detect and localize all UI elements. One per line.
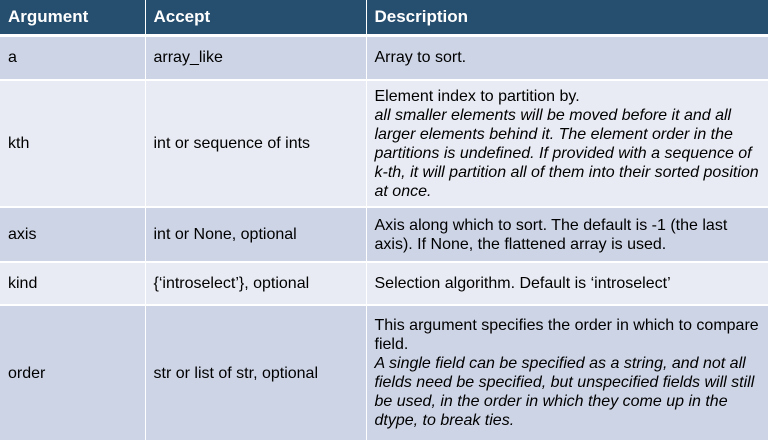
accept-cell: str or list of str, optional <box>145 305 366 441</box>
accept-cell: array_like <box>145 35 366 80</box>
description-text: Array to sort. <box>374 49 467 67</box>
description-cell <box>366 80 768 207</box>
table-body <box>0 35 768 441</box>
description-cell <box>366 35 768 80</box>
description-cell <box>366 305 768 441</box>
table-header <box>0 0 768 35</box>
header-row <box>0 0 768 35</box>
accept-cell: int or sequence of ints <box>145 80 366 207</box>
table-row <box>0 262 768 305</box>
description-text: Selection algorithm. Default is ‘introselect’ <box>374 275 671 292</box>
argument-cell: order <box>0 305 145 441</box>
table-row <box>0 207 768 262</box>
description-text: This argument specifies the order in which to compare field. <box>374 317 759 353</box>
header-argument: Argument <box>0 0 145 35</box>
header-description: Description <box>366 0 768 35</box>
table-row <box>0 305 768 441</box>
accept-cell: int or None, optional <box>145 207 366 262</box>
argument-cell: kth <box>0 80 145 207</box>
table-row <box>0 35 768 80</box>
description-text: Element index to partition by. <box>374 87 580 105</box>
description-text: Axis along which to sort. The default is -1 (the last axis). If None, the flattened array is used. <box>374 216 728 253</box>
header-accept: Accept <box>145 0 366 35</box>
table-row <box>0 80 768 207</box>
argument-cell: a <box>0 35 145 80</box>
argument-cell: kind <box>0 262 145 305</box>
argument-cell: axis <box>0 207 145 262</box>
description-note: all smaller elements will be moved before it and all larger elements behind it. The element order in the partitions is undefined. If provided with a sequence of k-th, it will partition all of them into their sorted position at once. <box>374 106 759 200</box>
description-cell <box>366 262 768 305</box>
accept-cell: {‘introselect’}, optional <box>145 262 366 305</box>
description-cell <box>366 207 768 262</box>
description-note: A single field can be specified as a string, and not all fields need be specified, but unspecified fields will still be used, in the order in which they come up in the dtype, to break ties. <box>374 355 755 429</box>
